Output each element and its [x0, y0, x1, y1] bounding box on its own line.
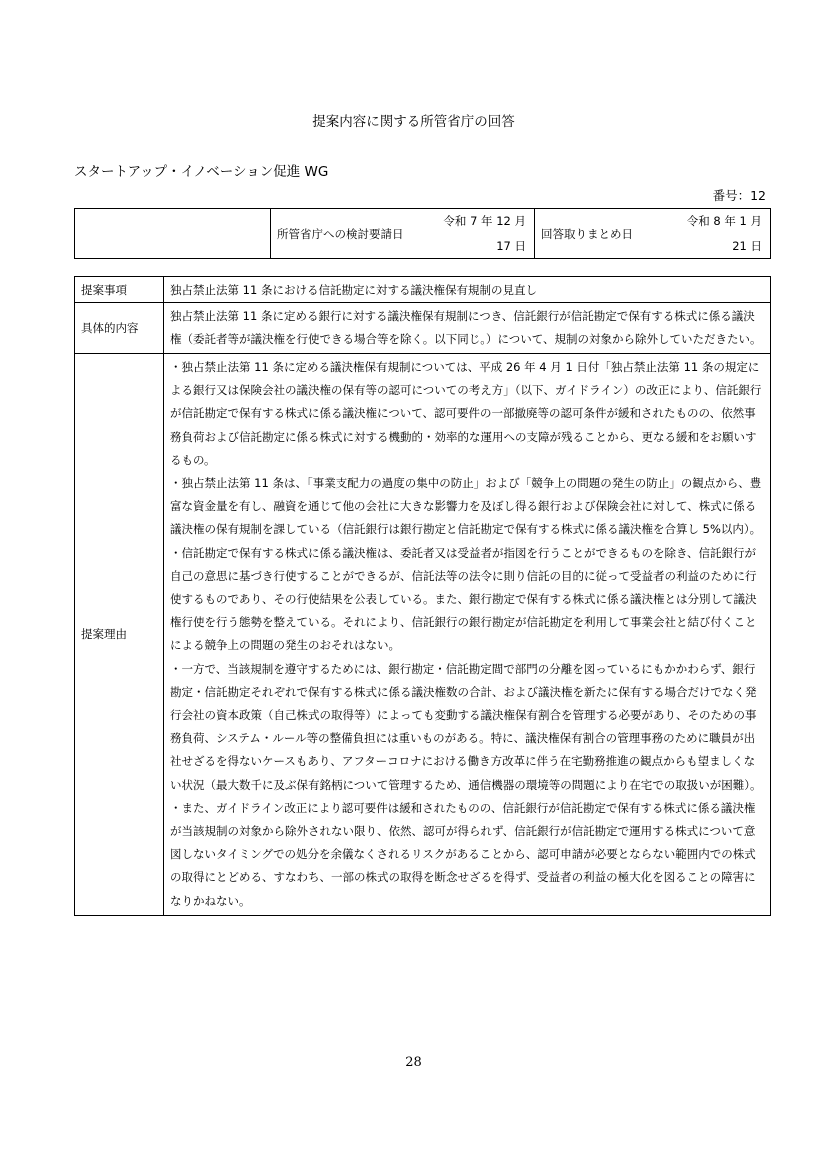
item-label: 提案事項	[75, 277, 164, 303]
proposal-table	[74, 276, 771, 916]
content-text: 独占禁止法第 11 条に定める銀行に対する議決権保有規制につき、信託銀行が信託勘定で保有する株式に係る議決権（委託者等が議決権を行使できる場合等を除く。以下同じ。）について、規制の対象から除外していただきたい。	[164, 303, 771, 354]
request-date-month: 令和 7 年 12 月	[443, 214, 526, 228]
reason-paragraph: ・一方で、当該規制を遵守するためには、銀行勘定・信託勘定間で部門の分離を図っているにもかかわらず、銀行勘定・信託勘定それぞれで保有する株式に係る議決権数の合計、および議決権を新たに保有する場合だけでなく発行会社の資本政策（自己株式の取得等）によっても変動する議決権保有割合を管理する必要があり、そのための事務負荷、システム・ルール等の整備負担には重いものがある。特に、議決権保有割合の管理事務のために職員が出社せざるを得ないケースもあり、アフターコロナにおける働き方改革に伴う在宅勤務推進の観点からも望ましくない状況（最大数千に及ぶ保有銘柄について管理するため、通信機器の環境等の問題により在宅での取扱いが困難）。	[170, 661, 762, 792]
page-number: 28	[405, 1055, 422, 1070]
reason-paragraph: ・信託勘定で保有する株式に係る議決権は、委託者又は受益者が指図を行うことができるものを除き、信託銀行が自己の意思に基づき行使することができるが、信託法等の法令に則り信託の目的に従って受益者の利益のために行使するものであり、その行使結果を公表している。また、銀行勘定で保有する株式に係る議決権とは分別して議決権行使を行う態勢を整えている。それにより、信託銀行の銀行勘定が信託勘定を利用して事業会社と結び付くことによる競争上の問題の発生のおそれはない。	[170, 545, 757, 653]
wg-name: スタートアップ・イノベーション促進 WG	[74, 164, 329, 180]
answer-date-day: 21 日	[732, 239, 762, 253]
answer-date-label: 回答取りまとめ日	[541, 227, 633, 241]
request-date-cell	[271, 209, 535, 259]
content-label: 具体的内容	[75, 303, 164, 354]
reason-label: 提案理由	[75, 354, 164, 916]
request-date-day: 17 日	[496, 239, 526, 253]
item-text: 独占禁止法第 11 条における信託勘定に対する議決権保有規制の見直し	[164, 277, 771, 303]
date-table	[74, 208, 771, 259]
reason-text	[164, 354, 771, 916]
request-date-label: 所管省庁への検討要請日	[277, 227, 404, 241]
empty-cell	[75, 209, 271, 259]
proposal-number: 番号：12	[712, 188, 766, 203]
page-title: 提案内容に関する所管省庁の回答	[312, 114, 515, 130]
reason-paragraph: ・独占禁止法第 11 条は、「事業支配力の過度の集中の防止」および「競争上の問題の発生の防止」の観点から、豊富な資金量を有し、融資を通じて他の会社に大きな影響力を及ぼし得る銀行および保険会社に対して、株式に係る議決権の保有規制を課している（信託銀行は銀行勘定と信託勘定で保有する株式に係る議決権を合算し 5%以内）。	[170, 476, 762, 537]
reason-paragraph: ・独占禁止法第 11 条に定める議決権保有規制については、平成 26 年 4 月 1 日付「独占禁止法第 11 条の規定による銀行又は保険会社の議決権の保有等の認可についての考え方」（以下、ガイドライン）の改正により、信託銀行が信託勘定で保有する株式に係る議決権について、認可要件の一部撤廃等の認可条件が緩和されたものの、依然事務負荷および信託勘定に係る株式に対する機動的・効率的な運用への支障が残ることから、更なる緩和をお願いするもの。	[170, 360, 762, 467]
reason-paragraph: ・また、ガイドライン改正により認可要件は緩和されたものの、信託銀行が信託勘定で保有する株式に係る議決権が当該規制の対象から除外されない限り、依然、認可が得られず、信託銀行が信託勘定で運用する株式について意図しないタイミングでの処分を余儀なくされるリスクがあることから、認可申請が必要とならない範囲内での株式の取得にとどめる、すなわち、一部の株式の取得を断念せざるを得ず、受益者の利益の極大化を図ることの障害になりかねない。	[170, 800, 756, 908]
answer-date-month: 令和 8 年 1 月	[686, 214, 762, 228]
answer-date-cell	[535, 209, 771, 259]
